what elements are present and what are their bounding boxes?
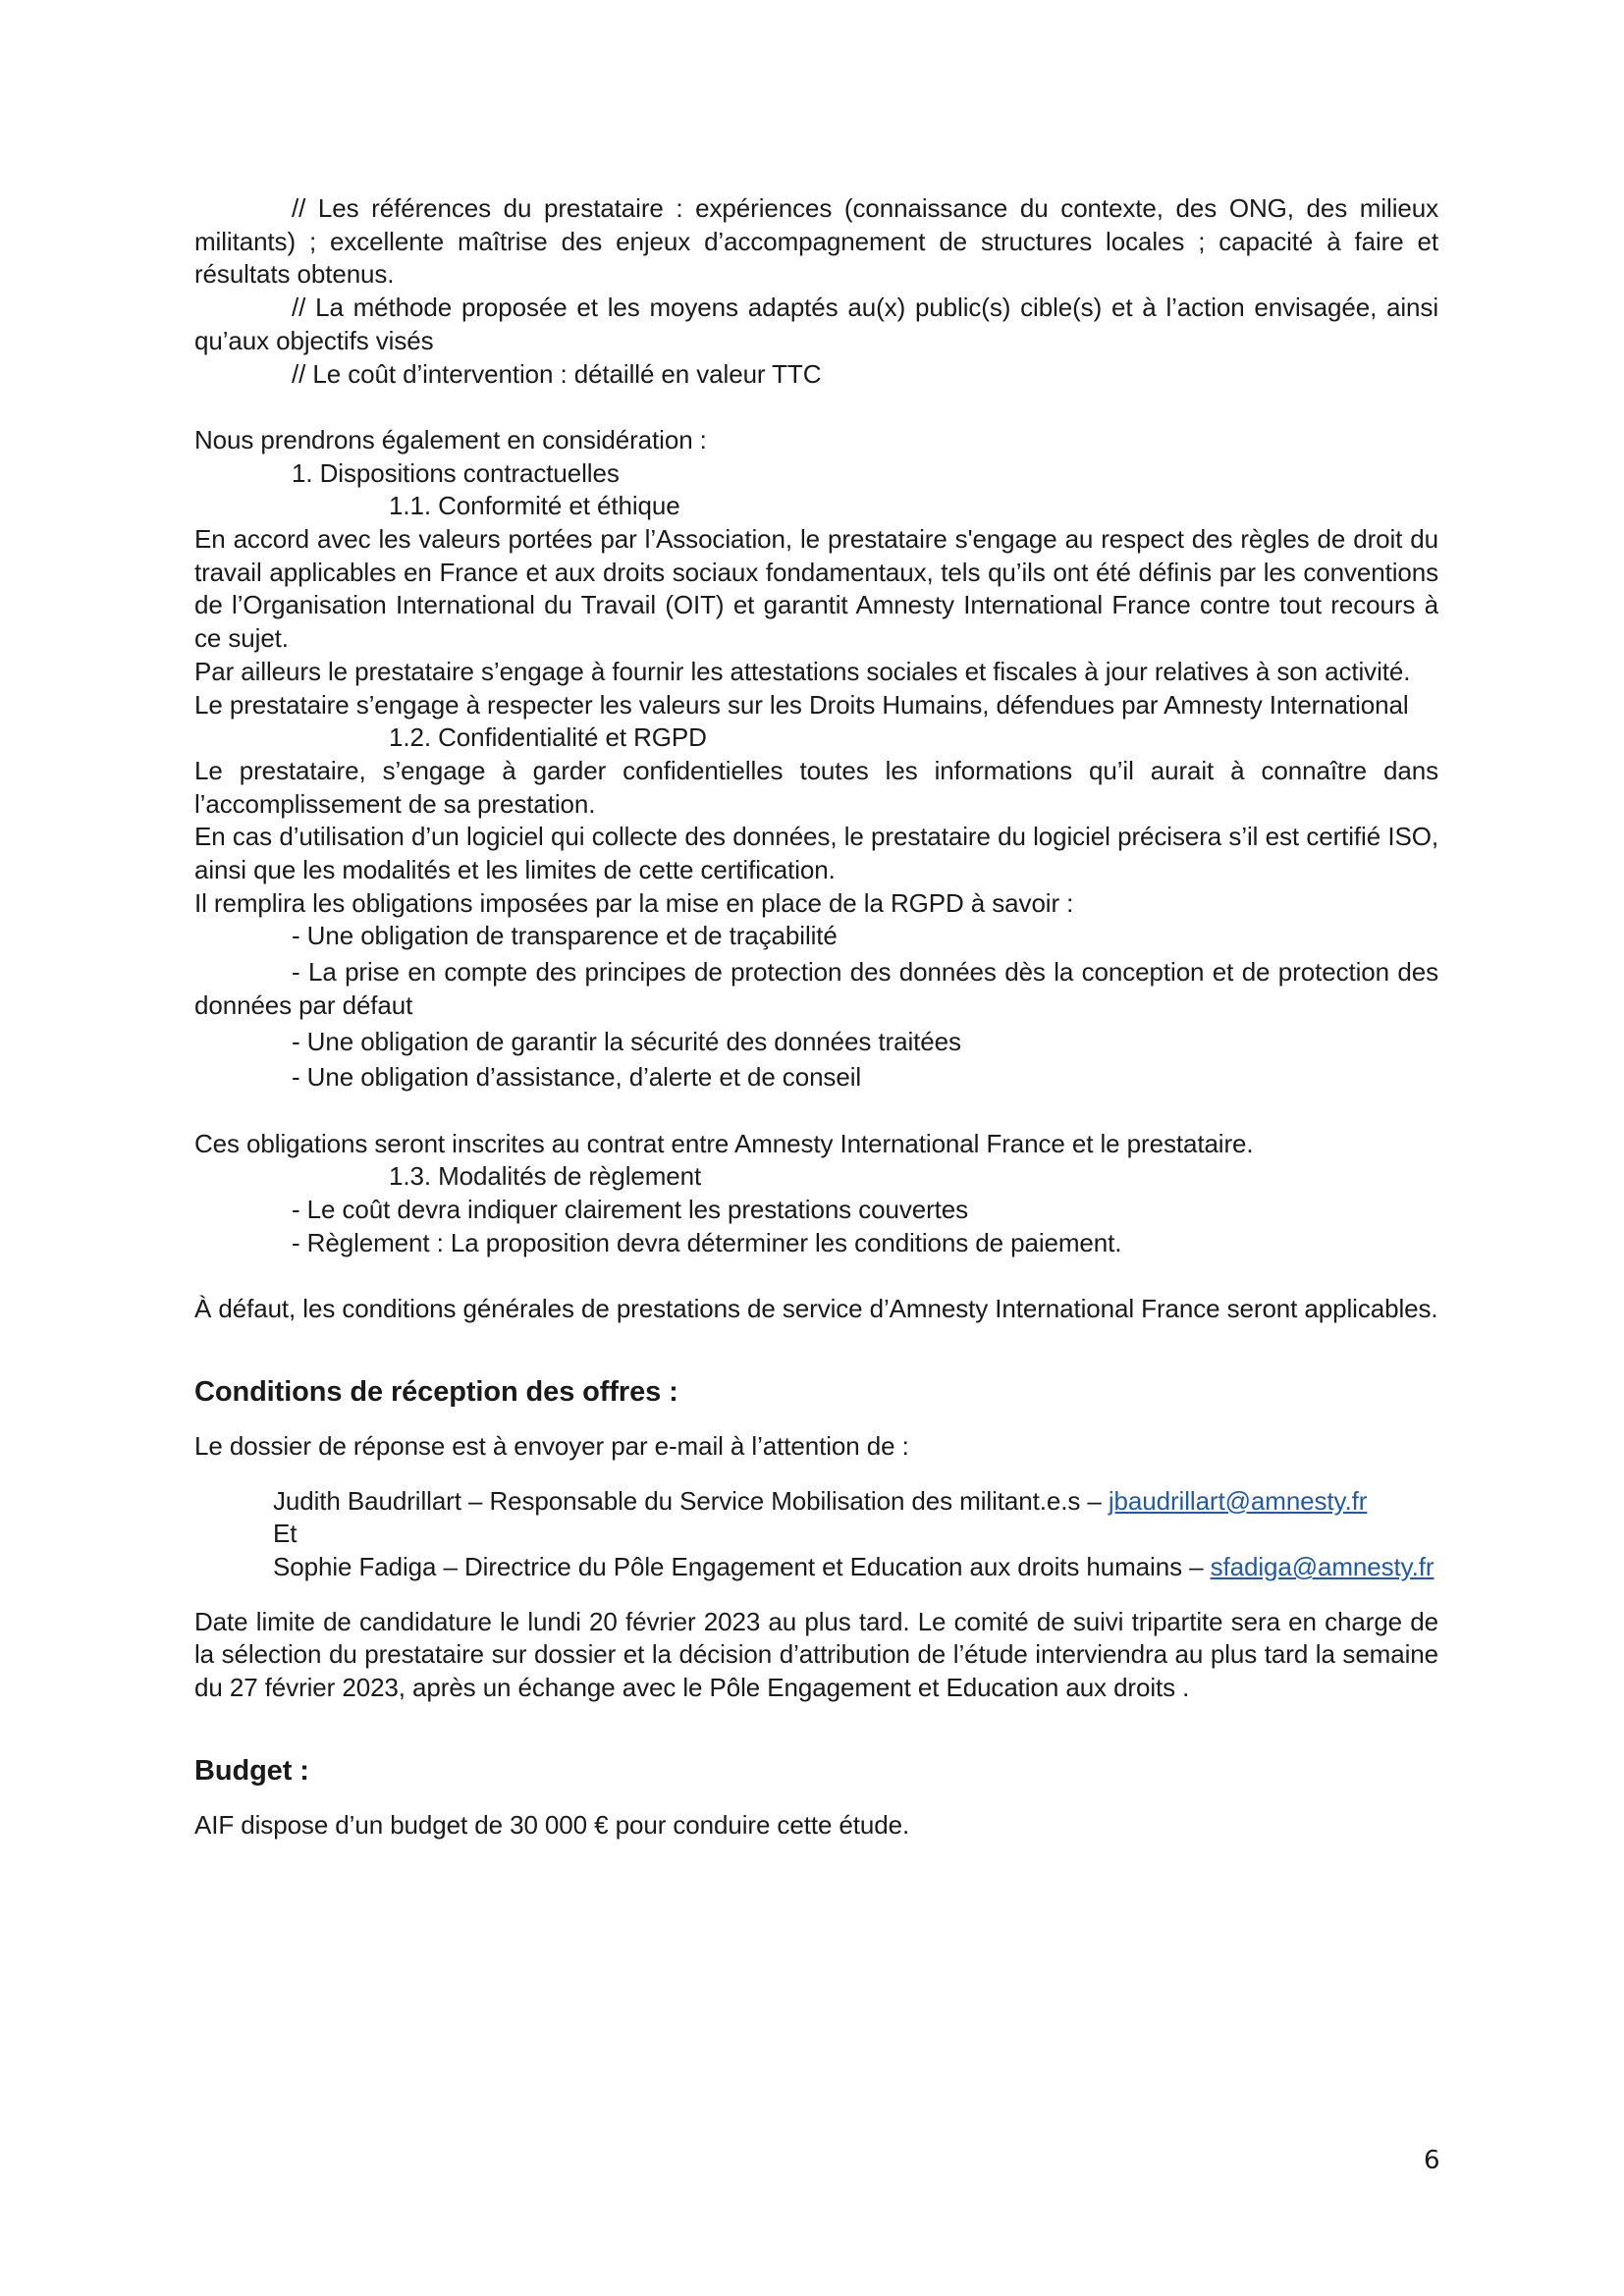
section-1-1-paragraph: Le prestataire s’engage à respecter les valeurs sur les Droits Humains, défendues par Amnesty International bbox=[194, 689, 1409, 720]
contact-sophie-text: Sophie Fadiga – Directrice du Pôle Engagement et Education aux droits humains – bbox=[273, 1551, 1211, 1581]
section-1-2-paragraph: Il remplira les obligations imposées par la mise en place de la RGPD à savoir : bbox=[194, 887, 1074, 918]
default-terms: À défaut, les conditions générales de prestations de service d’Amnesty International France seront applicables. bbox=[194, 1294, 1438, 1324]
criteria-method: // La méthode proposée et les moyens adaptés au(x) public(s) cible(s) et à l’action envisagée, ainsi qu’aux objectifs visés bbox=[194, 293, 1438, 355]
payment-item: - Le coût devra indiquer clairement les prestations couvertes bbox=[292, 1195, 969, 1225]
section-1-2-paragraph: En cas d’utilisation d’un logiciel qui collecte des données, le prestataire du logiciel précisera s’il est certifié ISO, ainsi que les modalités et les limites de cette certification. bbox=[194, 822, 1438, 885]
section-1-2-title: 1.2. Confidentialité et RGPD bbox=[389, 722, 707, 753]
contact-sophie bbox=[194, 1551, 1438, 1584]
obligation-item: - La prise en compte des principes de protection des données dès la conception et de protection des données par défaut bbox=[194, 957, 1438, 1020]
obligation-item: - Une obligation de transparence et de traçabilité bbox=[292, 921, 838, 951]
criteria-references: // Les références du prestataire : expériences (connaissance du contexte, des ONG, des milieux militants) ; excellente maîtrise des enjeux d’accompagnement de structures locales ; capacité à faire et résultats obtenus. bbox=[194, 193, 1438, 290]
section-1-3-title: 1.3. Modalités de règlement bbox=[389, 1161, 702, 1192]
section-1-1-title: 1.1. Conformité et éthique bbox=[389, 491, 680, 521]
reception-heading: Conditions de réception des offres : bbox=[194, 1375, 678, 1408]
payment-item: - Règlement : La proposition devra déterminer les conditions de paiement. bbox=[292, 1227, 1122, 1257]
contact-judith bbox=[194, 1485, 1438, 1519]
budget-text: AIF dispose d’un budget de 30 000 € pour conduire cette étude. bbox=[194, 1809, 910, 1840]
email-link-sfadiga[interactable]: sfadiga@amnesty.fr bbox=[1210, 1551, 1435, 1581]
budget-heading: Budget : bbox=[194, 1754, 309, 1787]
contact-judith-text: Judith Baudrillart – Responsable du Service Mobilisation des militant.e.s – bbox=[273, 1485, 1109, 1516]
obligation-item: - Une obligation de garantir la sécurité des données traitées bbox=[292, 1026, 961, 1056]
obligation-item: - Une obligation d’assistance, d’alerte et de conseil bbox=[292, 1062, 862, 1093]
obligations-contract-note: Ces obligations seront inscrites au contrat entre Amnesty International France et le prestataire. bbox=[194, 1128, 1254, 1158]
email-link-jbaudrillart[interactable]: jbaudrillart@amnesty.fr bbox=[1108, 1485, 1368, 1516]
reception-intro: Le dossier de réponse est à envoyer par e-mail à l’attention de : bbox=[194, 1430, 909, 1461]
consideration-intro: Nous prendrons également en considération : bbox=[194, 424, 707, 454]
section-1-1-paragraph: En accord avec les valeurs portées par l’Association, le prestataire s'engage au respect des règles de droit du travail applicables en France et aux droits sociaux fondamentaux, tels qu’ils ont été définis par les conventions de l’Organisation International du Travail (OIT) et garantit Amnesty International France contre tout recours à ce sujet. bbox=[194, 524, 1438, 654]
page-content bbox=[194, 192, 1438, 1842]
section-1-2-paragraph: Le prestataire, s’engage à garder confidentielles toutes les informations qu’il aurait à connaître dans l’accomplissement de sa prestation. bbox=[194, 755, 1438, 819]
section-1-1-paragraph: Par ailleurs le prestataire s’engage à fournir les attestations sociales et fiscales à jour relatives à son activité. bbox=[194, 656, 1411, 686]
contact-and: Et bbox=[273, 1519, 298, 1549]
criteria-cost: // Le coût d’intervention : détaillé en valeur TTC bbox=[292, 358, 822, 389]
deadline-paragraph: Date limite de candidature le lundi 20 février 2023 au plus tard. Le comité de suivi tripartite sera en charge de la sélection du prestataire sur dossier et la décision d’attribution de l’étude interviendra au plus tard la semaine du 27 février 2023, après un échange avec le Pôle Engagement et Education aux droits . bbox=[194, 1606, 1438, 1703]
section-1-title: 1. Dispositions contractuelles bbox=[292, 457, 620, 488]
page-number: 6 bbox=[1424, 2146, 1440, 2175]
